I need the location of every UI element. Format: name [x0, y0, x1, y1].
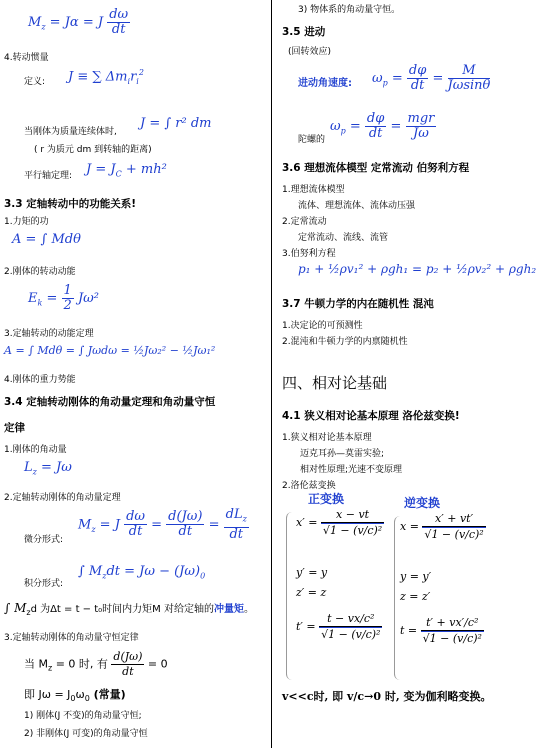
- section-3-5-title: 3.5 进动: [282, 26, 326, 38]
- steady-flow-terms: 定常流动、流线、流管: [298, 233, 389, 243]
- left-column: [0, 0, 268, 748]
- impulse-moment-statement: ∫ $M_zd$ 为Δt = t − t₀时间内力矩M 对给定轴的冲量矩。: [4, 601, 254, 617]
- work-energy-theorem-equation: A = ∫ Mdθ = ∫ Jωdω = ½Jω₂² − ½Jω₁²: [4, 344, 216, 357]
- michelson-morley-item: 迈克耳孙—莫雷实验;: [300, 449, 385, 459]
- bernoulli-equation: p₁ + ½ρv₁² + ρgh₁ = p₂ + ½ρv₂² + ρgh₂: [298, 262, 537, 276]
- forward-t-equation: t′ = $\frac{\text{t − vx/c²}}{\text{√1 − (v/c)²}}$: [296, 612, 381, 641]
- am-conservation-item-2: 2) 非刚体(J 可变)的角动量守恒: [24, 729, 148, 739]
- lorentz-heading: 2.洛伦兹变换: [282, 481, 336, 491]
- section-3-4-title: 3.4 定轴转动刚体的角动量定理和角动量守恒: [4, 396, 216, 408]
- parallel-axis-label: 平行轴定理:: [24, 171, 73, 181]
- gyroscope-precession-equation: $\omega_p$ = $\frac{d\varphi}{dt}$ = $\frac{\text{mgr}}{J\omega}$: [330, 111, 435, 141]
- section-4-1-title: 4.1 狭义相对论基本原理 洛伦兹变换!: [282, 410, 460, 422]
- section-3-7-title: 3.7 牛顿力学的内在随机性 混沌: [282, 298, 434, 310]
- right-column: [276, 0, 552, 748]
- heading-moment-of-inertia: 4.转动惯量: [4, 53, 49, 63]
- distance-note: ( r 为质元 dm 到转轴的距离): [34, 145, 152, 155]
- sr-principles-heading: 1.狭义相对论基本原理: [282, 433, 372, 443]
- chaos-item: 2.混沌和牛顿力学的内禀随机性: [282, 337, 408, 347]
- forward-y-equation: y′ = y: [296, 566, 328, 579]
- continuous-body-text: 当刚体为质量连续体时,: [24, 127, 117, 137]
- forward-brace: [286, 512, 295, 680]
- angular-momentum-equation: $L_z = J\omega$: [24, 460, 72, 477]
- ideal-fluid-heading: 1.理想流体模型: [282, 185, 345, 195]
- inverse-y-equation: y = y′: [400, 570, 432, 583]
- inverse-z-equation: z = z′: [400, 590, 431, 603]
- inverse-t-equation: t = $\frac{\text{t′ + vx′/c²}}{\text{√1 − (v/c)²}}$: [400, 616, 482, 645]
- angular-momentum-heading: 1.刚体的角动量: [4, 445, 67, 455]
- gyroscope-label: 陀螺的: [298, 135, 326, 145]
- ideal-fluid-terms: 流体、理想流体、流体动压强: [298, 201, 416, 211]
- gyroscopic-note: (回转效应): [288, 47, 332, 57]
- relativity-principles-item: 相对性原理;光速不变原理: [300, 465, 403, 475]
- part-4-title: 四、相对论基础: [282, 374, 388, 392]
- inverse-transform-title: 逆变换: [404, 496, 441, 510]
- definition-label: 定义:: [24, 77, 46, 87]
- galilean-limit-statement: v<<c时, 即 v/c→0 时, 变为伽利略变换。: [282, 690, 492, 703]
- differential-form-equation: $M_z = J$ $\frac{d\omega}{dt}$ = $\frac{d(J\omega)}{dt}$ = $\frac{dL_z}{dt}$: [78, 507, 247, 542]
- work-energy-theorem-heading: 3.定轴转动的动能定理: [4, 329, 94, 339]
- precession-label: 进动角速度:: [298, 78, 352, 89]
- forward-transform-title: 正变换: [308, 492, 345, 506]
- torque-work-heading: 1.力矩的功: [4, 217, 49, 227]
- am-conservation-heading: 3.定轴转动刚体的角动量守恒定律: [4, 633, 139, 643]
- forward-x-equation: x′ = $\frac{x - vt}{\text{√1 − (v/c)²}}$: [296, 508, 383, 537]
- am-theorem-heading: 2.定轴转动刚体的角动量定理: [4, 493, 121, 503]
- gravitational-pe-heading: 4.刚体的重力势能: [4, 375, 76, 385]
- integral-form-label: 积分形式:: [24, 579, 64, 589]
- angular-motion-equation: $M_z = J\alpha = J$ $\frac{d\omega}{dt}$: [28, 7, 129, 37]
- forward-z-equation: z′ = z: [296, 586, 327, 599]
- section-3-6-title: 3.6 理想流体模型 定常流动 伯努利方程: [282, 162, 470, 174]
- continuous-inertia-equation: J = ∫ r² dm: [140, 116, 212, 131]
- steady-flow-heading: 2.定常流动: [282, 217, 327, 227]
- inertia-definition-equation: J ≡ ∑ $\Delta m_ir_i^2$: [68, 68, 144, 86]
- rotational-ke-heading: 2.刚体的转动动能: [4, 267, 76, 277]
- system-conservation-item: 3) 物体系的角动量守恒。: [298, 5, 401, 15]
- bernoulli-heading: 3.伯努利方程: [282, 249, 336, 259]
- precession-equation: $\omega_p$ = $\frac{d\varphi}{dt}$ = $\frac{M}{J\omega\sin\theta}$: [372, 63, 491, 93]
- differential-form-label: 微分形式:: [24, 535, 64, 545]
- section-3-4-title-cont: 定律: [4, 422, 25, 434]
- integral-form-equation: ∫ $M_zdt = J\omega - (J\omega)_0$: [78, 564, 206, 581]
- section-3-3-title: 3.3 定轴转动中的功能关系!: [4, 198, 137, 210]
- inverse-x-equation: x = $\frac{x' + vt'}{\text{√1 − (v/c)²}}$: [400, 512, 484, 541]
- am-conservation-result: 即 $J\omega = J_0\omega_0$ (常量): [24, 688, 126, 704]
- torque-work-equation: A = ∫ Mdθ: [12, 232, 81, 247]
- am-conservation-condition: 当 $M_z = 0$ 时, 有 $\frac{d(J\omega)}{dt}$ = 0: [24, 650, 168, 678]
- parallel-axis-equation: $J = J_C + mh^2$: [86, 162, 167, 179]
- rotational-ke-equation: $E_k$ = $\frac{1}{2}$ Jω²: [28, 283, 99, 313]
- column-divider: [271, 0, 272, 748]
- am-conservation-item-1: 1) 刚体(J 不变)的角动量守恒;: [24, 711, 142, 721]
- determinism-item: 1.决定论的可预测性: [282, 321, 363, 331]
